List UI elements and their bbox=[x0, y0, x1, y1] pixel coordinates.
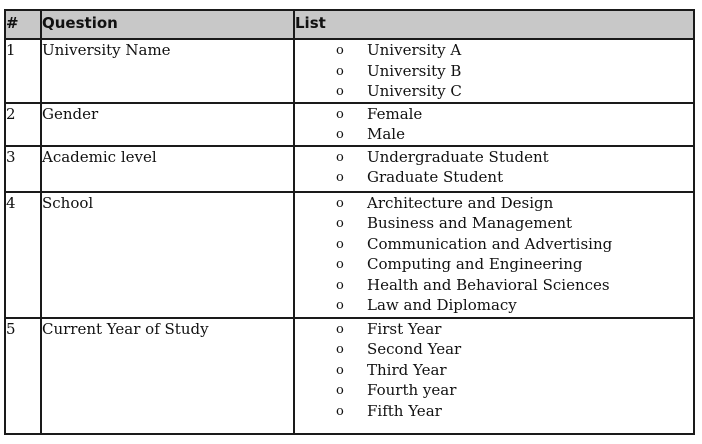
option-label: Third Year bbox=[367, 360, 447, 379]
bullet-icon: o bbox=[336, 195, 344, 211]
list-item bbox=[295, 213, 693, 234]
question-label: School bbox=[41, 192, 294, 318]
question-label: Gender bbox=[41, 103, 294, 146]
bullet-icon: o bbox=[336, 170, 344, 185]
row-number: 2 bbox=[5, 103, 41, 146]
list-item bbox=[295, 319, 693, 340]
option-label: First Year bbox=[367, 319, 442, 338]
bullet-icon: o bbox=[336, 257, 344, 272]
bullet-icon: o bbox=[336, 383, 344, 398]
list-item bbox=[295, 254, 693, 275]
list-item bbox=[295, 61, 693, 82]
table-row bbox=[5, 318, 694, 434]
row-number: 3 bbox=[5, 146, 41, 192]
option-label: Fourth year bbox=[367, 381, 457, 399]
options-cell bbox=[294, 103, 694, 146]
bullet-icon: o bbox=[336, 216, 344, 231]
question-label: Current Year of Study bbox=[41, 318, 294, 434]
table-row bbox=[5, 39, 694, 103]
header-number: # bbox=[5, 10, 41, 39]
option-label: Business and Management bbox=[367, 214, 573, 232]
row-number: 1 bbox=[5, 39, 41, 103]
table-row bbox=[5, 192, 694, 318]
list-item bbox=[295, 104, 693, 125]
options-list bbox=[295, 104, 693, 145]
option-label: University B bbox=[367, 61, 462, 80]
row-number: 4 bbox=[5, 192, 41, 318]
list-item bbox=[295, 360, 693, 381]
list-item bbox=[295, 147, 693, 168]
option-label: Computing and Engineering bbox=[367, 255, 583, 273]
bullet-icon: o bbox=[336, 277, 344, 293]
option-label: Communication and Advertising bbox=[367, 234, 613, 253]
option-label: Architecture and Design bbox=[367, 193, 554, 212]
options-cell bbox=[294, 39, 694, 103]
bullet-icon: o bbox=[336, 43, 344, 58]
option-label: Fifth Year bbox=[367, 401, 442, 420]
table-row bbox=[5, 146, 694, 192]
header-list: List bbox=[294, 10, 694, 39]
options-list bbox=[295, 40, 693, 102]
header-question: Question bbox=[41, 10, 294, 39]
options-cell bbox=[294, 318, 694, 434]
list-item bbox=[295, 167, 693, 188]
bullet-icon: o bbox=[336, 63, 344, 79]
bullet-icon: o bbox=[336, 298, 344, 313]
list-item bbox=[295, 40, 693, 61]
list-item bbox=[295, 193, 693, 214]
survey-question-table bbox=[4, 9, 695, 435]
options-cell bbox=[294, 146, 694, 192]
option-label: Female bbox=[367, 104, 423, 123]
question-label: Academic level bbox=[41, 146, 294, 192]
list-item bbox=[295, 275, 693, 296]
list-item bbox=[295, 81, 693, 102]
list-item bbox=[295, 339, 693, 360]
options-list bbox=[295, 319, 693, 422]
list-item bbox=[295, 295, 693, 316]
row-number: 5 bbox=[5, 318, 41, 434]
bullet-icon: o bbox=[336, 403, 344, 419]
option-label: Male bbox=[367, 125, 405, 143]
question-label: University Name bbox=[41, 39, 294, 103]
bullet-icon: o bbox=[336, 106, 344, 122]
list-item bbox=[295, 234, 693, 255]
options-list bbox=[295, 147, 693, 188]
options-cell bbox=[294, 192, 694, 318]
bullet-icon: o bbox=[336, 149, 344, 165]
option-label: University C bbox=[367, 82, 462, 100]
list-item bbox=[295, 401, 693, 422]
table-row bbox=[5, 103, 694, 146]
bullet-icon: o bbox=[336, 362, 344, 378]
bullet-icon: o bbox=[336, 84, 344, 99]
option-label: Law and Diplomacy bbox=[367, 296, 517, 314]
options-list bbox=[295, 193, 693, 316]
option-label: Graduate Student bbox=[367, 168, 504, 186]
bullet-icon: o bbox=[336, 342, 344, 357]
list-item bbox=[295, 124, 693, 145]
bullet-icon: o bbox=[336, 236, 344, 252]
option-label: Second Year bbox=[367, 340, 462, 358]
option-label: Health and Behavioral Sciences bbox=[367, 275, 610, 294]
table-header-row bbox=[5, 10, 694, 39]
option-label: University A bbox=[367, 41, 462, 59]
list-item bbox=[295, 380, 693, 401]
bullet-icon: o bbox=[336, 321, 344, 337]
bullet-icon: o bbox=[336, 127, 344, 142]
option-label: Undergraduate Student bbox=[367, 147, 549, 166]
